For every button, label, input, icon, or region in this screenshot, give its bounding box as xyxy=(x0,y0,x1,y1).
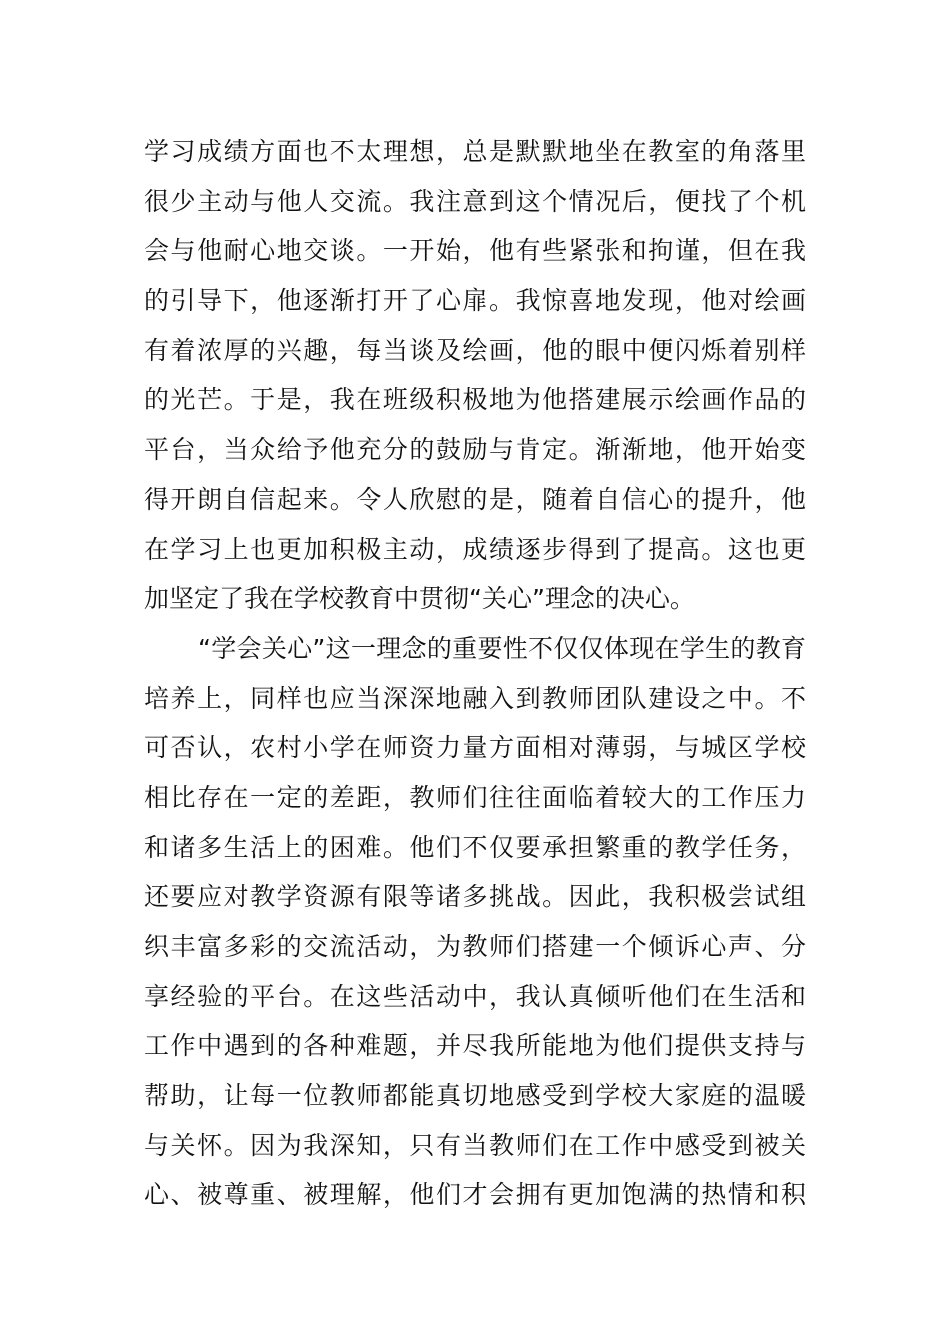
text-line: 与关怀。因为我深知，只有当教师们在工作中感受到被关 xyxy=(144,1130,806,1160)
text-line: 在学习上也更加积极主动，成绩逐步得到了提高。这也更 xyxy=(144,534,806,564)
text-line: 心、被尊重、被理解，他们才会拥有更加饱满的热情和积 xyxy=(144,1180,806,1210)
text-line: 和诸多生活上的困难。他们不仅要承担繁重的教学任务， xyxy=(144,832,806,862)
text-line: 可否认，农村小学在师资力量方面相对薄弱，与城区学校 xyxy=(144,733,806,763)
text-line: 会与他耐心地交谈。一开始，他有些紧张和拘谨，但在我 xyxy=(144,236,806,266)
text-line: 还要应对教学资源有限等诸多挑战。因此，我积极尝试组 xyxy=(144,882,806,912)
text-line: 享经验的平台。在这些活动中，我认真倾听他们在生活和 xyxy=(144,981,806,1011)
text-line: 帮助，让每一位教师都能真切地感受到学校大家庭的温暖 xyxy=(144,1081,806,1111)
text-line: 平台，当众给予他充分的鼓励与肯定。渐渐地，他开始变 xyxy=(144,435,806,465)
text-line: 培养上，同样也应当深深地融入到教师团队建设之中。不 xyxy=(144,683,806,713)
document-body xyxy=(144,127,806,1220)
text-line: 很少主动与他人交流。我注意到这个情况后，便找了个机 xyxy=(144,186,806,216)
text-line: 工作中遇到的各种难题，并尽我所能地为他们提供支持与 xyxy=(144,1031,806,1061)
text-line: 得开朗自信起来。令人欣慰的是，随着自信心的提升，他 xyxy=(144,484,806,514)
text-line: 有着浓厚的兴趣，每当谈及绘画，他的眼中便闪烁着别样 xyxy=(144,335,806,365)
text-line: 的引导下，他逐渐打开了心扉。我惊喜地发现，他对绘画 xyxy=(144,286,806,316)
text-line: 的光芒。于是，我在班级积极地为他搭建展示绘画作品的 xyxy=(144,385,806,415)
paragraph-end-line: 加坚定了我在学校教育中贯彻“关心”理念的决心。 xyxy=(144,584,695,614)
text-line: 相比存在一定的差距，教师们往往面临着较大的工作压力 xyxy=(144,782,806,812)
text-line: 织丰富多彩的交流活动，为教师们搭建一个倾诉心声、分 xyxy=(144,932,806,961)
text-line: 学习成绩方面也不太理想，总是默默地坐在教室的角落里 xyxy=(144,137,806,166)
paragraph-start-line: “学会关心”这一理念的重要性不仅仅体现在学生的教育 xyxy=(198,633,806,663)
